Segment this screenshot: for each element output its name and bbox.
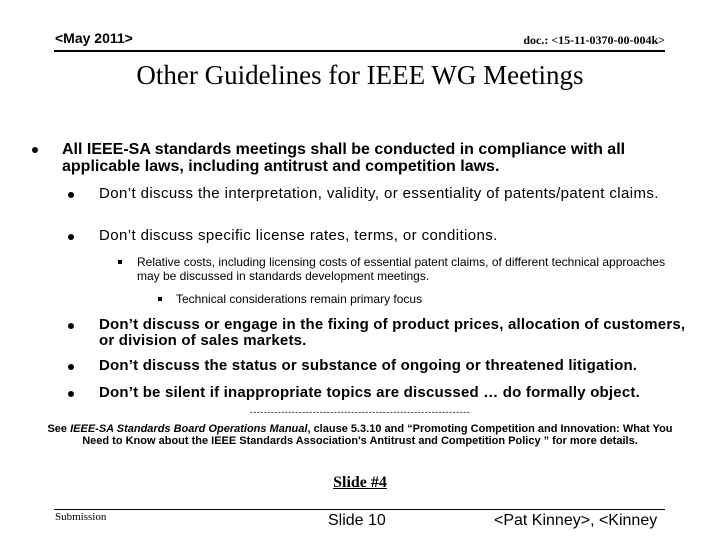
bullet-dot-icon	[68, 323, 74, 329]
citation-manual-title: IEEE-SA Standards Board Operations Manual	[70, 423, 308, 435]
sub-sub-sub-bullet-text: Technical considerations remain primary focus	[176, 292, 423, 306]
bullet-dot-icon	[68, 391, 74, 397]
sub-bullet-text: Don’t discuss or engage in the fixing of product prices, allocation of customers, or division of sales markets.	[99, 316, 686, 349]
citation-prefix: See	[47, 423, 71, 435]
citation-note	[40, 423, 680, 447]
bullet-square-icon	[118, 260, 122, 264]
sub-bullet-license	[68, 228, 688, 244]
sub-bullet-litigation	[68, 358, 688, 374]
sub-sub-bullet-text: Relative costs, including licensing costs of essential patent claims, of different technical approaches may be discussed in standards development meetings.	[137, 255, 666, 283]
slide-reference: Slide #4	[333, 474, 387, 491]
dashed-separator: ---------------------------------------------------------------	[249, 407, 471, 417]
main-bullet	[32, 141, 692, 175]
slide-title: Other Guidelines for IEEE WG Meetings	[136, 60, 584, 90]
bullet-dot-icon	[68, 364, 74, 370]
sub-bullet-object	[68, 385, 688, 401]
footer-slide-number: Slide 10	[328, 512, 386, 529]
footer-author: <Pat Kinney>, <Kinney	[494, 512, 658, 529]
bullet-dot-icon	[68, 192, 74, 198]
footer-divider	[54, 509, 665, 510]
sub-bullet-text: Don’t be silent if inappropriate topics are discussed … do formally object.	[99, 384, 640, 401]
citation-rest: , clause 5.3.10 and “Promoting Competition and Innovation: What You Need to Know about the IEEE Standards Association's Antitrust and Competition Policy ” for more details.	[82, 423, 673, 447]
main-bullet-text: All IEEE-SA standards meetings shall be conducted in compliance with all applicable laws, including antitrust and competition laws.	[62, 141, 626, 175]
sub-sub-bullet-costs	[118, 255, 683, 283]
header-date: <May 2011>	[55, 30, 133, 46]
bullet-square-icon	[158, 297, 162, 301]
sub-sub-sub-bullet-technical	[158, 292, 638, 306]
bullet-dot-icon	[68, 234, 74, 240]
sub-bullet-prices	[68, 317, 688, 349]
sub-bullet-text: Don’t discuss the status or substance of ongoing or threatened litigation.	[99, 357, 638, 374]
sub-bullet-text: Don’t discuss the interpretation, validity, or essentiality of patents/patent claims.	[99, 185, 659, 202]
header-doc-id: doc.: <15-11-0370-00-004k>	[523, 33, 665, 47]
sub-bullet-patents	[68, 186, 688, 202]
header-divider	[54, 50, 665, 52]
sub-bullet-text: Don’t discuss specific license rates, terms, or conditions.	[99, 227, 498, 244]
bullet-dot-icon	[32, 147, 38, 153]
footer-submission: Submission	[55, 511, 107, 523]
